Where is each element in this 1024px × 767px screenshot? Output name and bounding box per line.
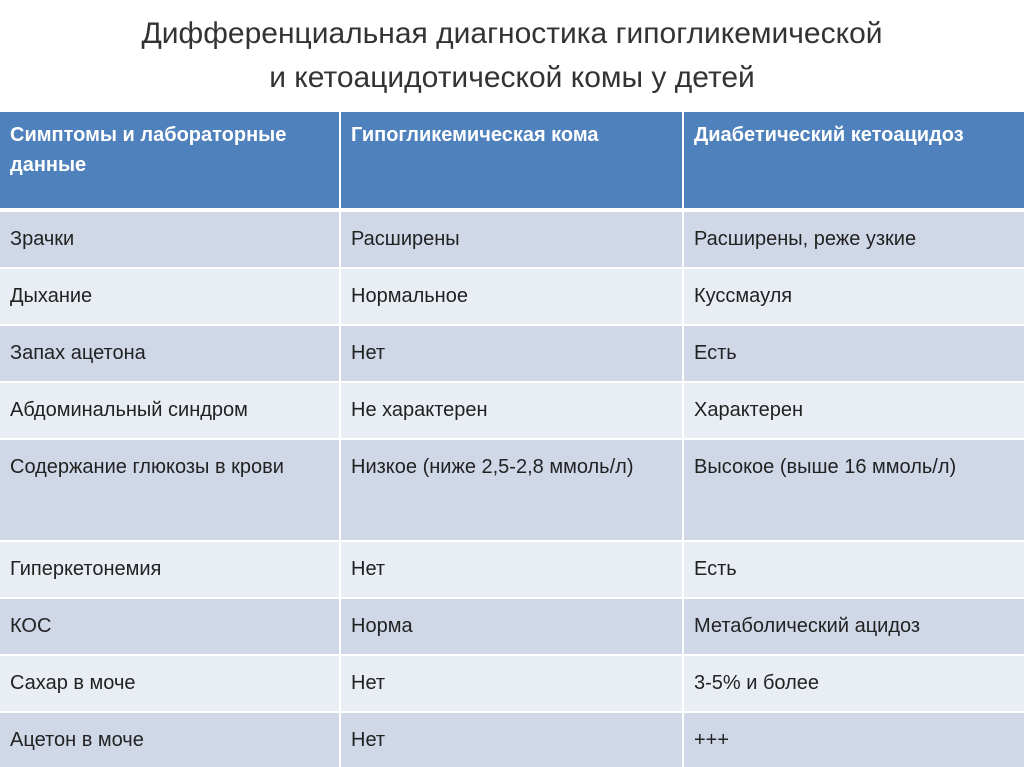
diagnosis-table bbox=[0, 112, 1024, 767]
ketoacidosis-value: Расширены, реже узкие bbox=[683, 210, 1024, 268]
table-row bbox=[0, 598, 1024, 655]
hypoglycemic-value: Нет bbox=[340, 541, 683, 598]
table-row bbox=[0, 210, 1024, 268]
table-header-row bbox=[0, 112, 1024, 210]
ketoacidosis-value: 3-5% и более bbox=[683, 655, 1024, 712]
ketoacidosis-value: +++ bbox=[683, 712, 1024, 767]
ketoacidosis-value: Характерен bbox=[683, 382, 1024, 439]
title-line-1: Дифференциальная диагностика гипогликемической bbox=[141, 17, 883, 50]
table-row bbox=[0, 655, 1024, 712]
row-label: Запах ацетона bbox=[0, 325, 340, 382]
header-symptoms: Симптомы и лабораторные данные bbox=[0, 112, 340, 210]
hypoglycemic-value: Не характерен bbox=[340, 382, 683, 439]
header-ketoacidosis: Диабетический кетоацидоз bbox=[683, 112, 1024, 210]
ketoacidosis-value: Высокое (выше 16 ммоль/л) bbox=[683, 439, 1024, 541]
hypoglycemic-value: Низкое (ниже 2,5-2,8 ммоль/л) bbox=[340, 439, 683, 541]
table-row bbox=[0, 325, 1024, 382]
row-label: Зрачки bbox=[0, 210, 340, 268]
table-row bbox=[0, 712, 1024, 767]
hypoglycemic-value: Нет bbox=[340, 655, 683, 712]
ketoacidosis-value: Есть bbox=[683, 325, 1024, 382]
ketoacidosis-value: Есть bbox=[683, 541, 1024, 598]
table-row bbox=[0, 382, 1024, 439]
ketoacidosis-value: Метаболический ацидоз bbox=[683, 598, 1024, 655]
table-row bbox=[0, 541, 1024, 598]
hypoglycemic-value: Расширены bbox=[340, 210, 683, 268]
row-label: Абдоминальный синдром bbox=[0, 382, 340, 439]
row-label: Содержание глюкозы в крови bbox=[0, 439, 340, 541]
row-label: Дыхание bbox=[0, 268, 340, 325]
hypoglycemic-value: Нормальное bbox=[340, 268, 683, 325]
table-row bbox=[0, 439, 1024, 541]
hypoglycemic-value: Норма bbox=[340, 598, 683, 655]
title-line-2: и кетоацидотической комы у детей bbox=[269, 61, 755, 94]
row-label: КОС bbox=[0, 598, 340, 655]
ketoacidosis-value: Куссмауля bbox=[683, 268, 1024, 325]
row-label: Ацетон в моче bbox=[0, 712, 340, 767]
row-label: Сахар в моче bbox=[0, 655, 340, 712]
slide-title bbox=[0, 0, 1024, 112]
hypoglycemic-value: Нет bbox=[340, 712, 683, 767]
table-row bbox=[0, 268, 1024, 325]
row-label: Гиперкетонемия bbox=[0, 541, 340, 598]
header-hypoglycemic-coma: Гипогликемическая кома bbox=[340, 112, 683, 210]
hypoglycemic-value: Нет bbox=[340, 325, 683, 382]
